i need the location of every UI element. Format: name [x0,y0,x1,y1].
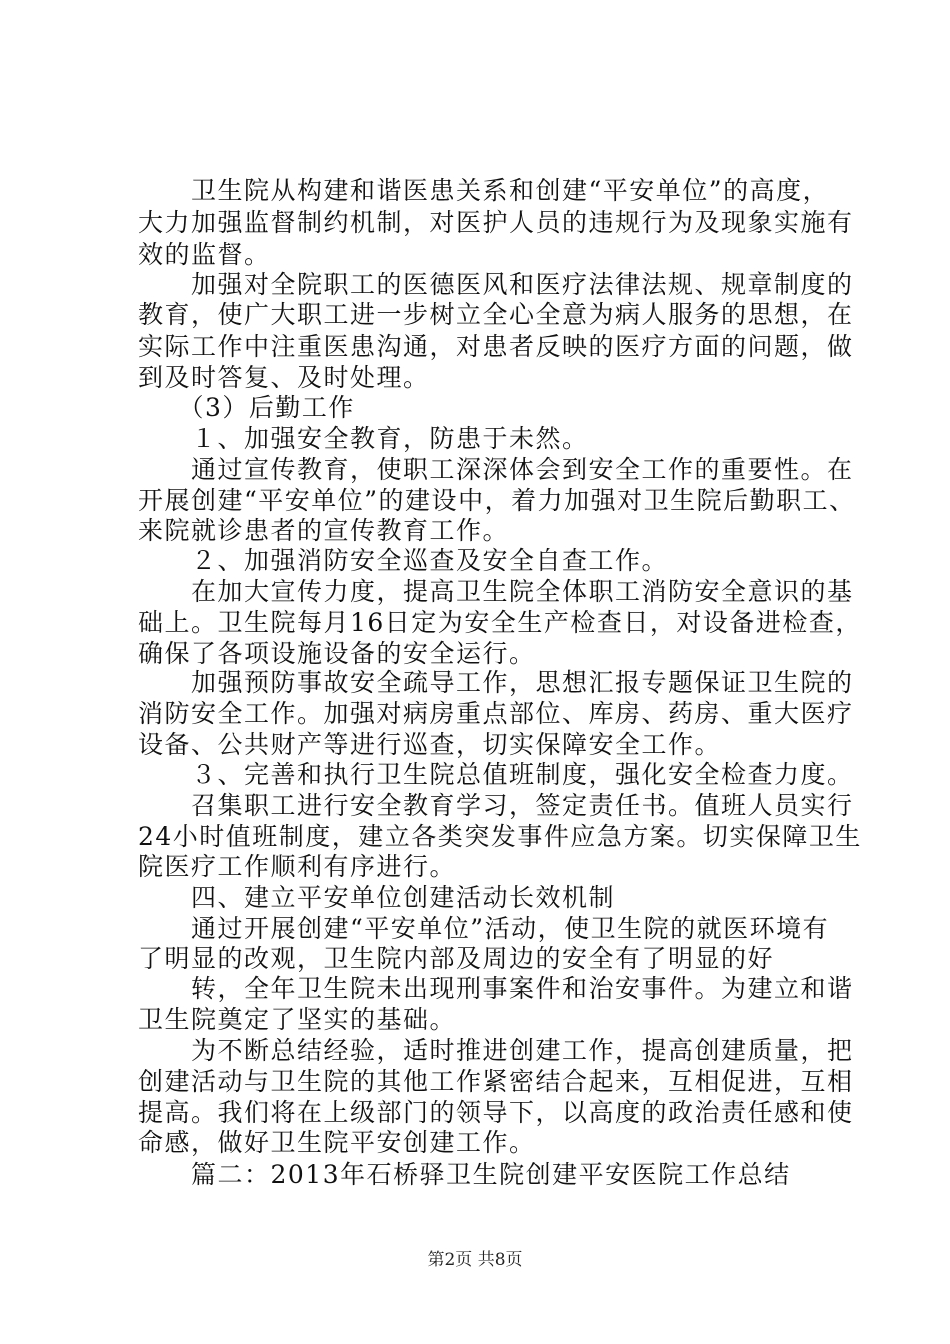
text-line: 提高。我们将在上级部门的领导下，以高度的政治责任感和使 [138,1098,854,1127]
text-line: 来院就诊患者的宣传教育工作。 [138,516,510,545]
text-line: 命感，做好卫生院平安创建工作。 [138,1128,536,1157]
text-line: 加强预防事故安全疏导工作，思想汇报专题保证卫生院的 [138,668,854,697]
subsection-heading: ２、加强消防安全巡查及安全自查工作。 [138,546,669,575]
text-line: 在加大宣传力度，提高卫生院全体职工消防安全意识的基 [138,577,854,606]
text-line: 了明显的改观，卫生院内部及周边的安全有了明显的好 [138,944,775,973]
text-line: 通过宣传教育，使职工深深体会到安全工作的重要性。在 [138,455,854,484]
text-line: 到及时答复、及时处理。 [138,363,430,392]
text-line: 设备、公共财产等进行巡查，切实保障安全工作。 [138,730,722,759]
text-line: 转，全年卫生院未出现刑事案件和治安事件。为建立和谐 [138,974,854,1003]
text-line: 通过开展创建“平安单位”活动，使卫生院的就医环境有 [138,914,830,943]
text-line: 召集职工进行安全教育学习，签定责任书。值班人员实行 [138,791,854,820]
text-line: 卫生院奠定了坚实的基础。 [138,1005,457,1034]
subsection-heading: １、加强安全教育，防患于未然。 [138,424,589,453]
text-line: 卫生院从构建和谐医患关系和创建“平安单位”的高度， [138,176,830,205]
subsection-heading: ３、完善和执行卫生院总值班制度，强化安全检查力度。 [138,760,854,789]
section-heading: 四、建立平安单位创建活动长效机制 [138,883,616,912]
text-line: 确保了各项设施设备的安全运行。 [138,639,536,668]
section-heading: （3）后勤工作 [138,393,355,422]
page-footer: 第2页 共8页 [427,1250,523,1270]
text-line: 大力加强监督制约机制，对医护人员的违规行为及现象实施有 [138,208,854,237]
text-line: 实际工作中注重医患沟通，对患者反映的医疗方面的问题，做 [138,332,854,361]
text-line: 院医疗工作顺利有序进行。 [138,852,457,881]
text-line: 效的监督。 [138,240,271,269]
text-line: 础上。卫生院每月16日定为安全生产检查日，对设备进检查， [138,608,862,637]
text-line: 加强对全院职工的医德医风和医疗法律法规、规章制度的 [138,270,854,299]
text-line: 开展创建“平安单位”的建设中，着力加强对卫生院后勤职工、 [138,486,856,515]
text-line: 24小时值班制度，建立各类突发事件应急方案。切实保障卫生 [138,822,862,851]
text-line: 消防安全工作。加强对病房重点部位、库房、药房、重大医疗 [138,699,854,728]
text-line: 教育，使广大职工进一步树立全心全意为病人服务的思想，在 [138,300,854,329]
section-heading: 篇二：2013年石桥驿卫生院创建平安医院工作总结 [138,1160,791,1189]
text-line: 创建活动与卫生院的其他工作紧密结合起来，互相促进，互相 [138,1067,854,1096]
text-line: 为不断总结经验，适时推进创建工作，提高创建质量，把 [138,1036,854,1065]
